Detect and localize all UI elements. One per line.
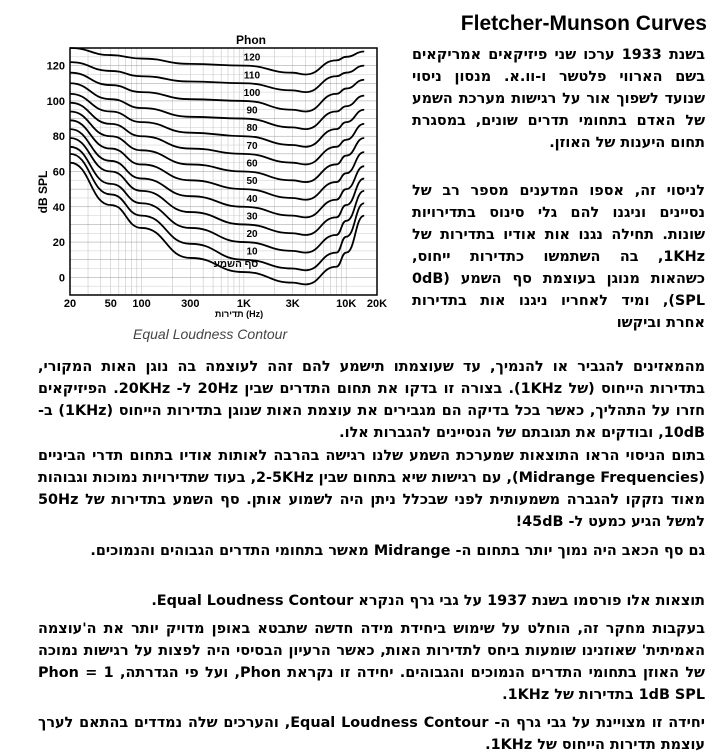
- paragraph-phon-contour: יחידה זו מצויינת על גבי גרף ה- Equal Loudness Contour, והערכים שלה נמדדים בהתאם לערך עוצמת תדירות הייחוס של 1KHz.: [38, 715, 705, 753]
- y-tick-label: 80: [52, 131, 65, 144]
- y-tick-label: 120: [46, 60, 65, 73]
- paragraph-experiment: לניסוי זה, אספו המדענים מספר רב של נסיינים וניגנו להם גלי סינוס בתדירויות שונות. תחילה נגנו אות אודיו בתדירות של 1KHz, בה השתמשו כתדירות ייחוס, כשהאות מנוגן בעוצמת סף השמע (0dB SPL), ומיד לאחריו ניגנו אות בתדירות אחרת וביקשו: [412, 183, 705, 331]
- y-axis-label: dB SPL: [36, 170, 50, 214]
- x-axis-label: תדירות (Hz): [214, 309, 264, 319]
- chart-caption: Equal Loudness Contour: [133, 326, 288, 342]
- curve-label: 60: [246, 158, 258, 170]
- y-tick-label: 60: [52, 166, 65, 179]
- x-tick-label: 50: [104, 298, 117, 310]
- chart-title: Phon: [236, 33, 266, 47]
- curve-label: 110: [243, 70, 261, 82]
- curve-110: [70, 62, 364, 92]
- curve-label: 40: [246, 193, 258, 205]
- x-tick-label: 1K: [236, 298, 251, 310]
- curve-label: 20: [246, 229, 258, 241]
- y-tick-label: 100: [46, 95, 65, 108]
- curve-label: סף השמע: [213, 259, 259, 271]
- curve-50: [70, 120, 364, 199]
- x-tick-label: 100: [132, 298, 151, 310]
- curve-30: [70, 138, 364, 235]
- x-tick-label: 20K: [366, 298, 388, 310]
- equal-loudness-chart: [0, 28, 400, 348]
- curve-label: 120: [243, 52, 261, 64]
- curve-label: 100: [243, 87, 261, 99]
- x-tick-label: 10K: [336, 298, 357, 310]
- paragraph-pain-threshold: גם סף הכאב היה נמוך יותר בתחום ה- Midrange מאשר בתחומי התדרים הגבוהים והנמוכים.: [90, 543, 705, 559]
- y-tick-label: 0: [58, 272, 65, 285]
- y-tick-label: 20: [52, 237, 65, 250]
- x-tick-label: 3K: [285, 298, 300, 310]
- x-tick-label: 300: [181, 298, 200, 310]
- curve-90: [70, 83, 364, 129]
- curve-label: 80: [246, 123, 258, 135]
- curve-label: 90: [246, 105, 258, 117]
- x-tick-label: 20: [63, 298, 77, 310]
- curve-label: 30: [246, 211, 258, 223]
- paragraph-phon: בעקבות מחקר זה, הוחלט על שימוש ביחידת מידה חדשה שתבטא באופן מדויק יותר את ה'עוצמה האמיתית' שאוזנינו שומעות ביחס לתדירות האות, כאשר הרעיון הבסיסי היה לפצות על רגישות נמוכה של האוזן בתחומי התדרים הנמוכים והגבוהים. יחידה זו נקראת Phon, ועל פי הגדרתה, 1 Phon = 1dB SPL בתדירות של 1KHz.: [38, 621, 705, 703]
- page-title: Fletcher-Munson Curves: [460, 12, 707, 35]
- paragraph-results: בתום הניסוי הראו התוצאות שמערכת השמע שלנו רגישה בהרבה לאותות אודיו בתחום תדרי הביניים (Midrange Frequencies), עם רגישות שיא בתחום שבין 2-5KHz, בעוד שתדירויות נמוכות וגבוהות מאוד נזקקו להגברה משמעותית לפני שבכלל ניתן היה לשמוע אותן. סף השמע בתדירות של 50Hz למשל הגיע כמעט ל- 45dB!: [38, 448, 705, 530]
- paragraph-publication: תוצאות אלו פורסמו בשנת 1937 על גבי גרף הנקרא Equal Loudness Contour.: [151, 593, 705, 609]
- paragraph-experiment-cont: מהמאזינים להגביר או להנמיך, עד שעוצמתו תישמע להם זהה לעוצמה בה נוגן האות המקורי, בתדירות הייחוס (של 1KHz). בצורה זו בדקו את תחום התדרים שבין 20Hz ל- 20KHz. הפיזיקאים חזרו על התהליך, כאשר בכל בדיקה הם מגבירים את עוצמת האות שנוגן בתדירות הייחוס (1KHz) ב- 10dB, ובודקים את תגובתם של הנסיינים להגברות אלו.: [38, 359, 705, 441]
- paragraph-intro: בשנת 1933 ערכו שני פיזיקאים אמריקאים בשם הארווי פלטשר ו-וו.א. מנסון ניסוי שנועד לשפוך אור על רגישות מערכת השמע של האדם בתחומי תדרים שונים, במסגרת תחום היענות של האוזן.: [412, 47, 705, 151]
- curve-label: 50: [246, 176, 258, 188]
- y-tick-label: 40: [52, 201, 65, 214]
- curve-label: 10: [246, 246, 258, 258]
- curve-label: 70: [246, 140, 258, 152]
